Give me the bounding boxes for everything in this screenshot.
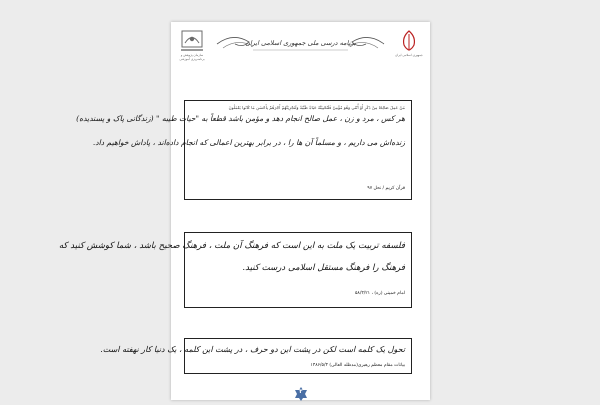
quote-source: قرآن کریم / نحل ۹۷ [367, 186, 405, 191]
right-logo-caption: جمهوری اسلامی ایران [395, 53, 423, 57]
quote-box-quran [76, 100, 412, 200]
header-title: برنامه درسی ملی جمهوری اسلامی ایران [245, 39, 356, 47]
quote-line: فرهنگ را فرهنگ مستقل اسلامی درست کنید. [242, 263, 405, 273]
page-number: ۲ [299, 388, 303, 395]
quote-line: فلسفه تربیت یک ملت به این است که فرهنگ آن ملت ، فرهنگ صحیح باشد ، شما کوشش کنید که [58, 241, 405, 251]
quote-source: امام خمینی (ره) ، ۵۸/۳/۲۱ [354, 291, 405, 296]
quote-line: تحول یک کلمه است لکن در پشت این دو حرف ، در پشت این کلمه ، یک دنیا کار نهفته است. [100, 345, 405, 354]
organization-logo-icon [179, 28, 205, 56]
page-number-badge [294, 386, 308, 400]
quote-line: هر کس ، مرد و زن ، عمل صالح انجام دهد و مؤمن باشد قطعاً به "حیات طیبه " (زندگانی پاک و پسندیده) [76, 114, 405, 123]
national-emblem-icon [398, 28, 420, 56]
quote-box-leader [100, 338, 412, 374]
document-page [58, 22, 430, 400]
left-logo-caption: سازمان پژوهش و برنامه‌ریزی آموزشی [179, 53, 205, 61]
quote-source: بیانات مقام معظم رهبری(مدظله العالی) ۱۳۸۶/۵/۳ [310, 363, 405, 368]
quote-arabic-text: مَنْ عَمِلَ صَالِحًا مِنْ ذَكَرٍ أَوْ أُنْثَى وَهُوَ مُؤْمِنٌ فَلَنُحْيِيَنَّهُ حَيَاةً طَيِّبَةً وَلَنَجْزِيَنَّهُمْ أَجْرَهُمْ بِأَحْسَنِ مَا كَانُوا يَعْمَلُونَ [228, 105, 405, 110]
quote-box-imam [58, 232, 412, 308]
quote-line: زنده‌اش می داریم ، و مسلماً آن ها را ، در برابر بهترین اعمالی که انجام داده‌اند ، پاداش خواهیم داد. [92, 138, 405, 147]
page-header [171, 22, 430, 64]
